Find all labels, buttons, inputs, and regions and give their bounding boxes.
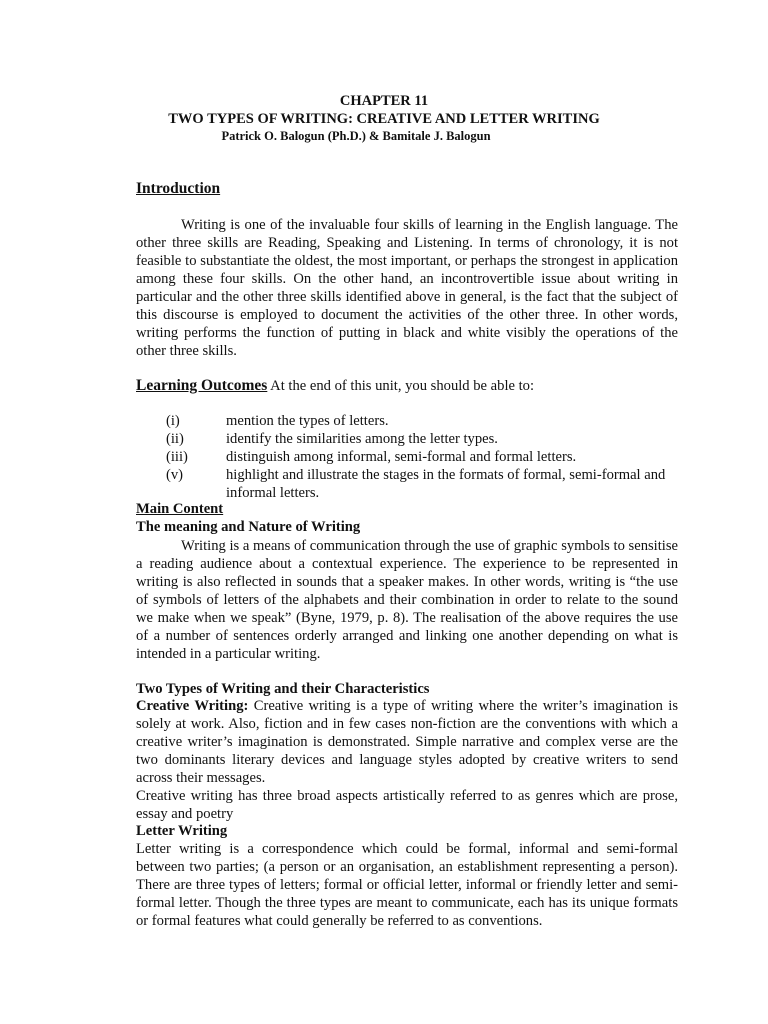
meaning-nature-paragraph: Writing is a means of communication through the use of graphic symbols to sensitise a reading audience about a contextual experience. The experience to be represented in writing is also reflected in sounds that a speaker makes. In other words, writing is “the use of symbols of letters of the alphabets and their combination in order to relate to the sound we make when we speak” (Byne, 1979, p. 8). The realisation of the above requires the use of a number of sentences orderly arranged and linking one another depending on what is intended in a particular writing. — [136, 538, 678, 662]
creative-writing-genres: Creative writing has three broad aspects artistically referred to as genres which are prose, essay and poetry — [136, 788, 678, 822]
introduction-heading: Introduction — [136, 180, 221, 197]
introduction-paragraph: Writing is one of the invaluable four skills of learning in the English language. The other three skills are Reading, Speaking and Listening. In terms of chronology, it is not feasible to substantiate the oldest, the most important, or perhaps the strongest in application among these four skills. On the other hand, an incontrovertible issue about writing in particular and the other three skills identified above in general, is the fact that the subject of this discourse is employed to document the activities of the other three. In other words, writing performs the function of putting in black and white visibly the operations of the other three skills. — [136, 217, 678, 359]
list-item-number: (v) — [166, 467, 184, 483]
list-item-number: (iii) — [166, 449, 188, 465]
creative-writing-label: Creative Writing: — [136, 698, 249, 714]
two-types-heading: Two Types of Writing and their Characteristics — [136, 681, 430, 697]
learning-outcomes-heading: Learning Outcomes — [136, 377, 268, 394]
creative-writing-paragraph — [136, 697, 678, 787]
list-item-number: (ii) — [166, 431, 184, 447]
letter-writing-paragraph: Letter writing is a correspondence which could be formal, informal and semi-formal between two parties; (a person or an organisation, an establishment representing a person). There are three types of letters; formal or official letter, informal or friendly letter and semi-formal letter. Though the three types are meant to communicate, each has its unique formats or formal features what could generally be referred to as conventions. — [136, 841, 678, 929]
chapter-title: TWO TYPES OF WRITING: CREATIVE AND LETTER WRITING — [168, 111, 600, 127]
list-item-text: distinguish among informal, semi-formal and formal letters. — [226, 449, 577, 465]
chapter-number: CHAPTER 11 — [339, 93, 429, 109]
main-content-heading: Main Content — [136, 501, 224, 517]
learning-outcomes-line — [136, 377, 678, 395]
list-item-text: identify the similarities among the letter types. — [226, 431, 498, 447]
chapter-authors: Patrick O. Balogun (Ph.D.) & Bamitale J. Balogun — [221, 129, 491, 143]
list-item-number: (i) — [166, 413, 180, 429]
creative-writing-text: Creative writing is a type of writing where the writer’s imagination is solely at work. Also, fiction and in few cases non-fiction are the conventions with which a creative writer’s imagination is demonstrated. Simple narrative and complex verse are the two dominants literary devices and language styles adopted by creative writers to send across their messages. — [136, 698, 678, 786]
meaning-nature-subheading: The meaning and Nature of Writing — [136, 519, 361, 535]
letter-writing-heading: Letter Writing — [136, 823, 228, 839]
learning-outcomes-intro: At the end of this unit, you should be able to: — [267, 378, 535, 394]
list-item-text: highlight and illustrate the stages in the formats of formal, semi-formal and informal letters. — [226, 467, 666, 501]
list-item-text: mention the types of letters. — [226, 413, 389, 429]
